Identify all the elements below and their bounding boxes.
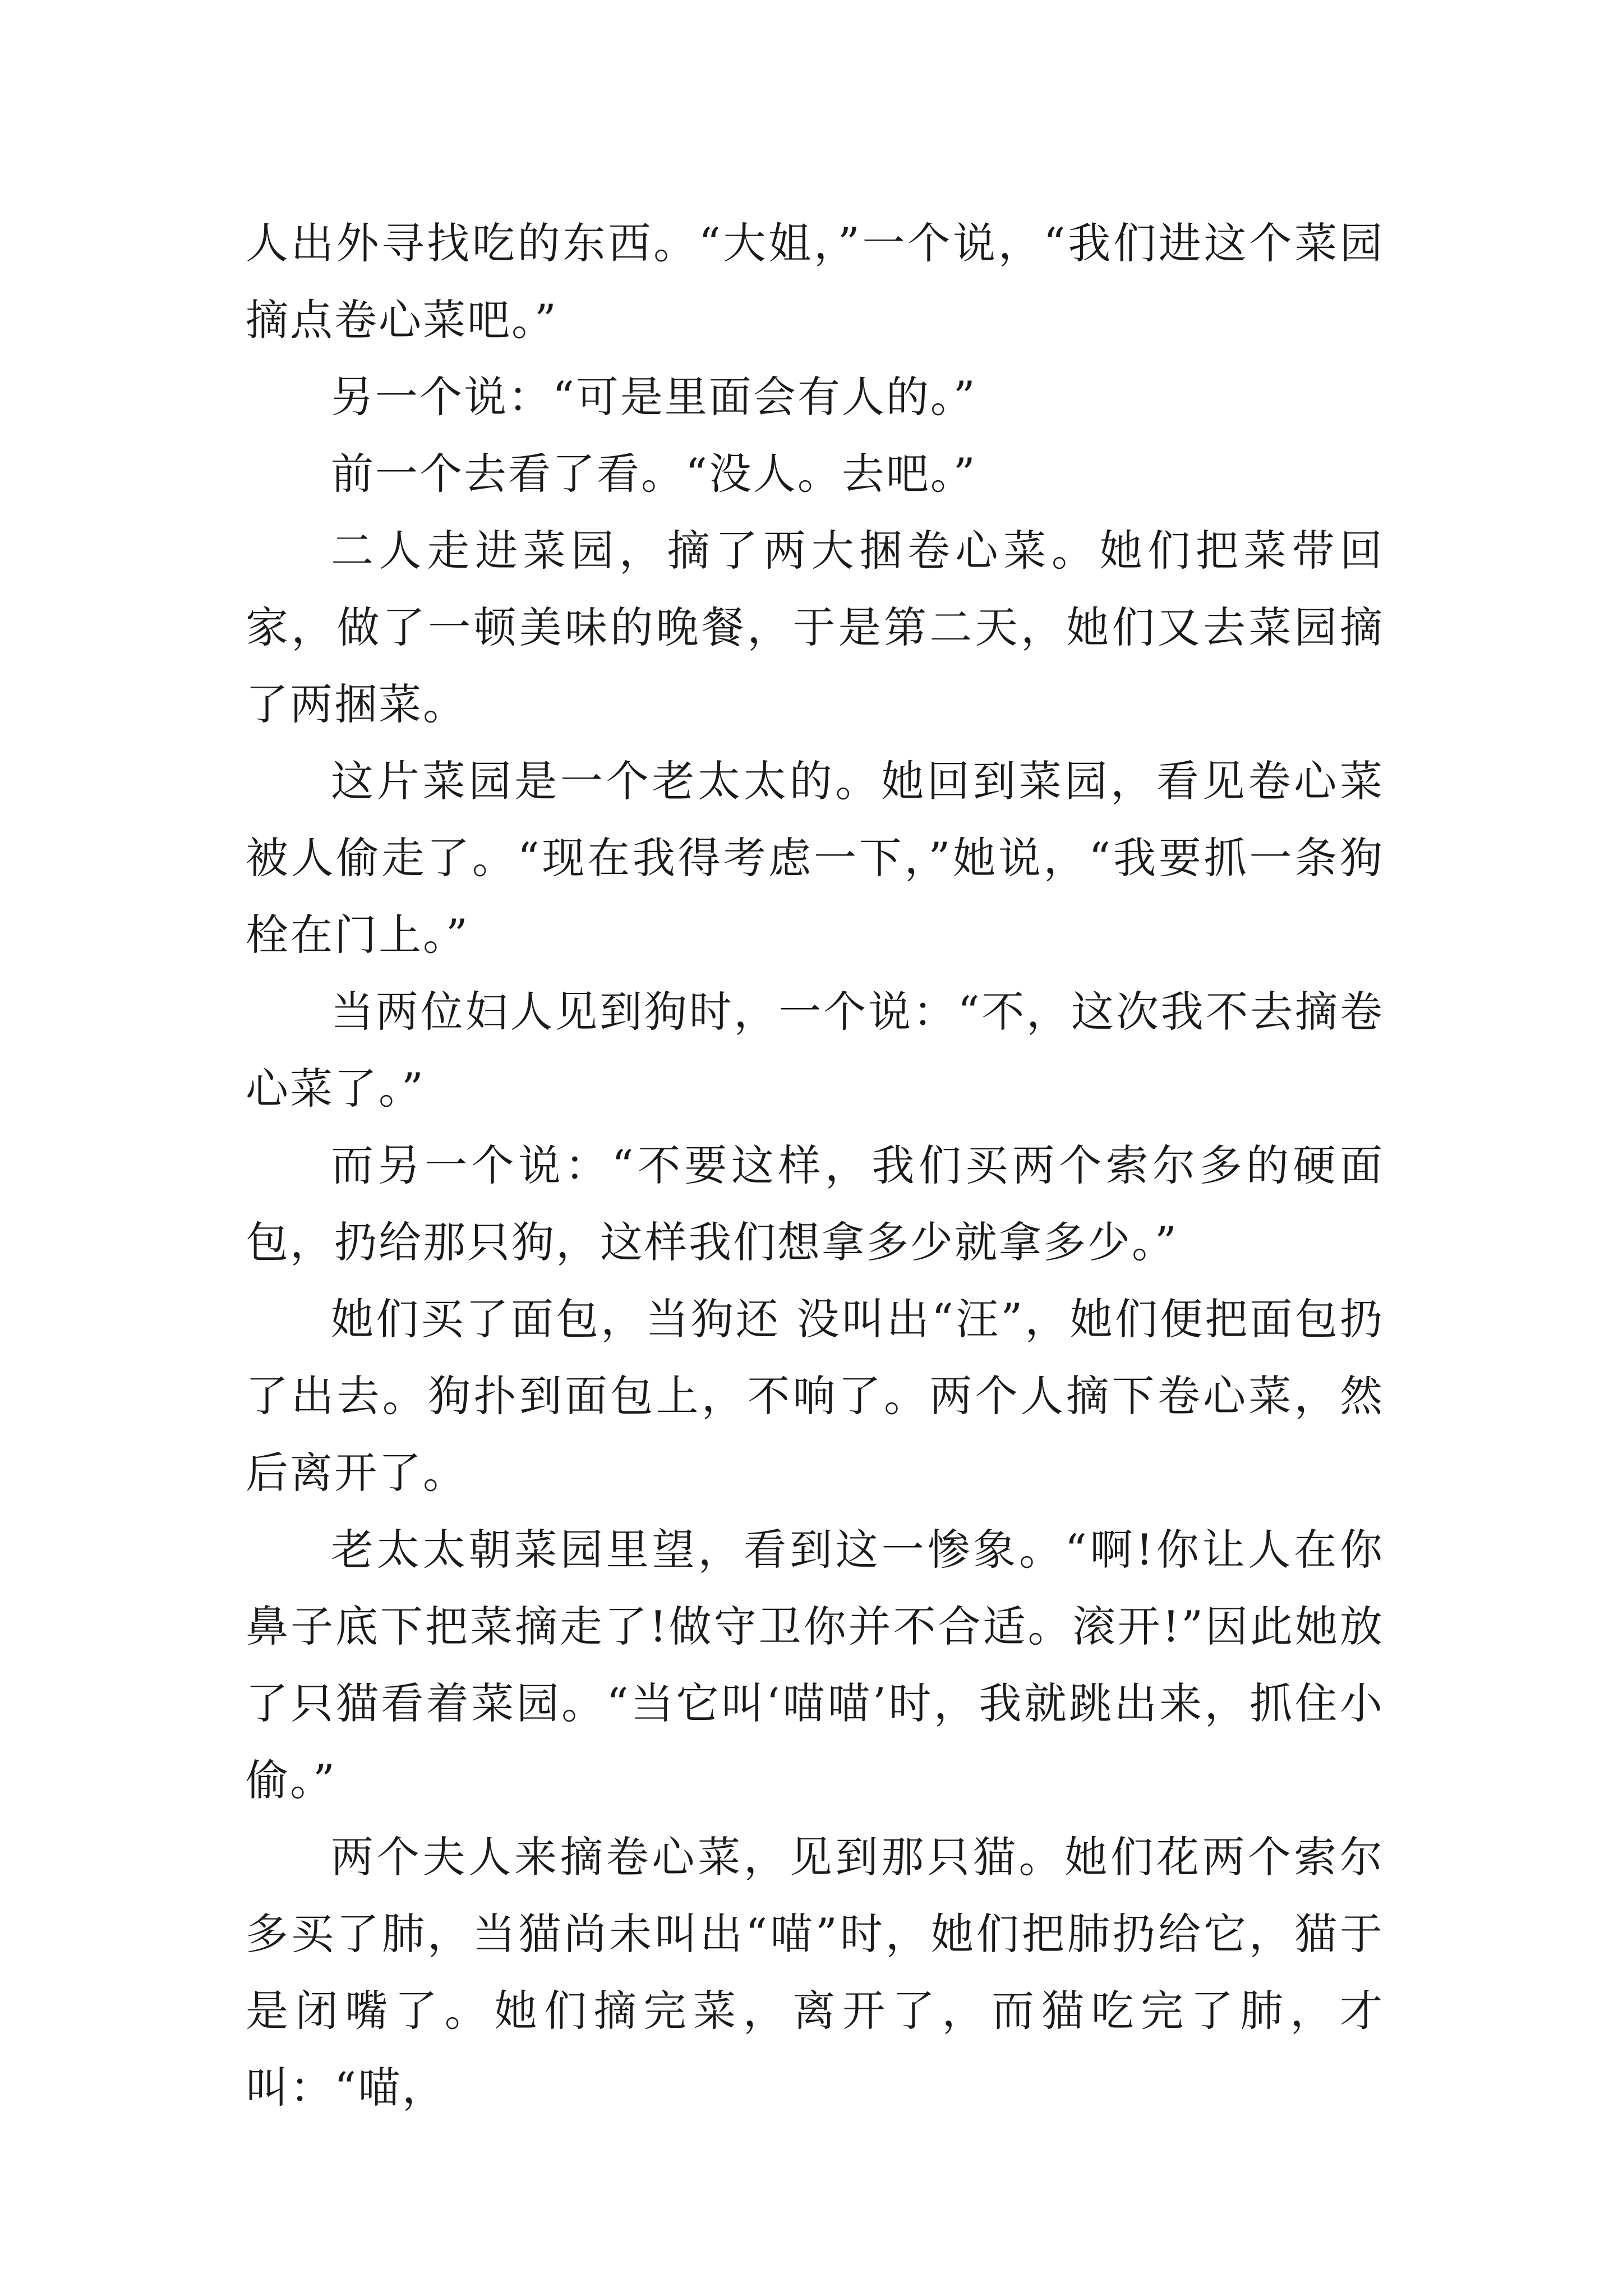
- paragraph-9: 老太太朝菜园里望，看到这一惨象。“啊!你让人在你鼻子底下把菜摘走了!做守卫你并不合适。滚开!”因此她放了只猫看着菜园。“当它叫‘喵喵’时，我就跳出来，抓住小偷。”: [246, 1525, 1384, 1805]
- paragraph-2: 另一个说：“可是里面会有人的。”: [331, 372, 977, 422]
- paragraph-7: 而另一个说：“不要这样，我们买两个索尔多的硬面包，扔给那只狗，这样我们想拿多少就拿多少。”: [246, 1140, 1384, 1267]
- paragraph-8: 她们买了面包，当狗还 没叫出“汪”，她们便把面包扔了出去。狗扑到面包上，不响了。两个人摘下卷心菜，然后离开了。: [246, 1294, 1384, 1498]
- paragraph-1: 人出外寻找吃的东西。“大姐，”一个说，“我们进这个菜园摘点卷心菜吧。”: [246, 218, 1384, 345]
- story-text: [246, 205, 1384, 2126]
- paragraph-5: 这片菜园是一个老太太的。她回到菜园，看见卷心菜被人偷走了。“现在我得考虑一下，”她说，“我要抓一条狗栓在门上。”: [246, 756, 1384, 960]
- paragraph-10: 两个夫人来摘卷心菜，见到那只猫。她们花两个索尔多买了肺，当猫尚未叫出“喵”时，她们把肺扔给它，猫于是闭嘴了。她们摘完菜，离开了，而猫吃完了肺，才叫：“喵，: [246, 1832, 1384, 2113]
- paragraph-3: 前一个去看了看。“没人。去吧。”: [331, 449, 977, 499]
- paragraph-6: 当两位妇人见到狗时，一个说：“不，这次我不去摘卷心菜了。”: [246, 987, 1384, 1114]
- paragraph-4: 二人走进菜园，摘了两大捆卷心菜。她们把菜带回家，做了一顿美味的晚餐，于是第二天，她们又去菜园摘了两捆菜。: [246, 526, 1384, 729]
